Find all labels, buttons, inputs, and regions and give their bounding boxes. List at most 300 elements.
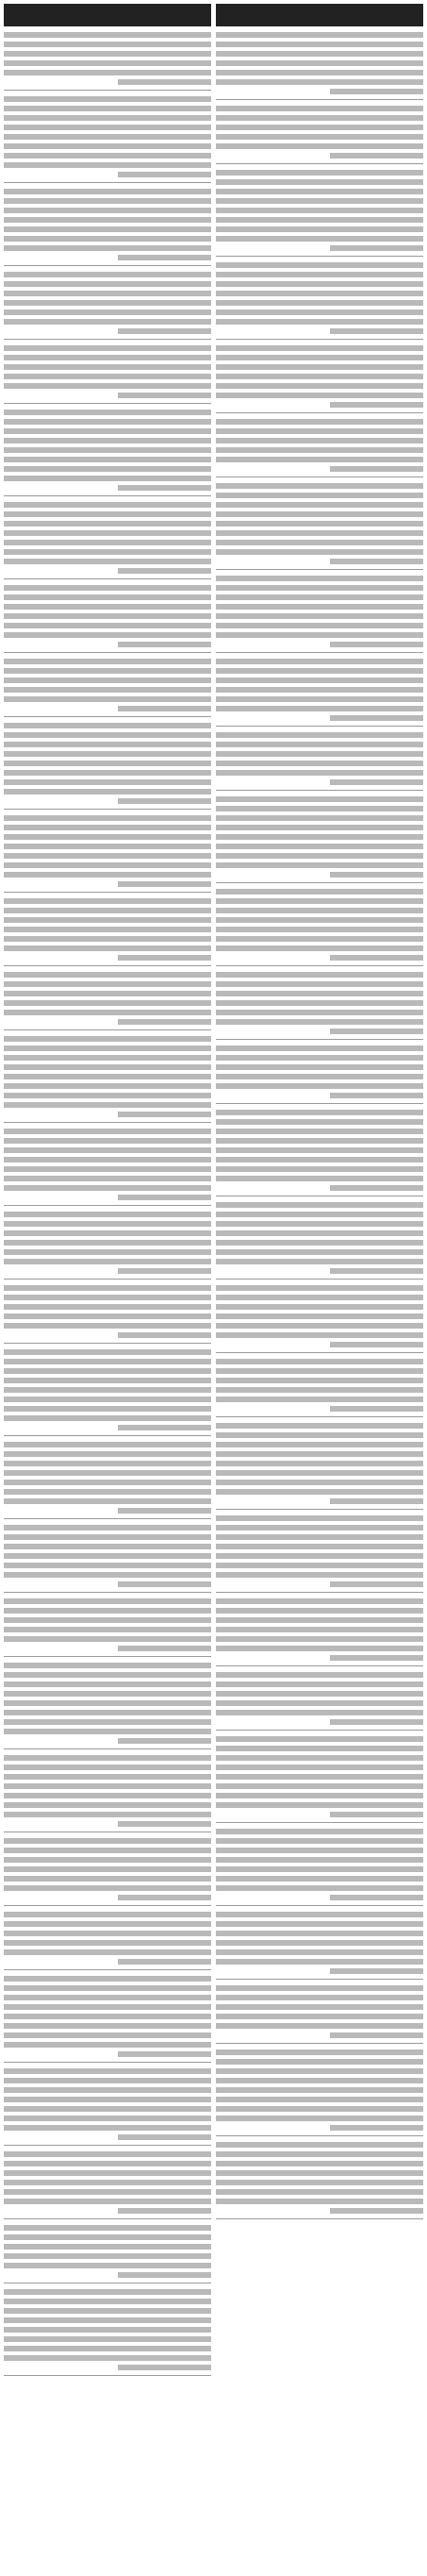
text-line (216, 1710, 423, 1715)
text-line (330, 466, 423, 472)
listing-item (216, 732, 423, 791)
text-line (216, 2097, 423, 2102)
text-line (4, 613, 211, 619)
text-line (4, 272, 211, 277)
text-line (4, 134, 211, 140)
text-line (216, 42, 423, 47)
text-line (4, 1129, 211, 1134)
text-line (216, 217, 423, 223)
classifieds-column-right (216, 4, 423, 2219)
text-line (216, 438, 423, 443)
text-line (4, 991, 211, 996)
text-line (216, 1921, 423, 1927)
text-line (216, 1885, 423, 1891)
text-line (216, 51, 423, 57)
text-line (118, 1195, 211, 1200)
text-line (4, 345, 211, 351)
text-line (216, 770, 423, 776)
text-line (4, 410, 211, 415)
text-line (4, 51, 211, 57)
text-line (4, 1617, 211, 1623)
text-line (4, 2234, 211, 2240)
text-line (216, 1461, 423, 1466)
text-line (216, 1793, 423, 1798)
text-line (118, 955, 211, 961)
text-line (4, 2014, 211, 2019)
text-line (4, 1461, 211, 1466)
text-line (216, 1681, 423, 1687)
text-line (4, 1442, 211, 1447)
text-line (4, 1010, 211, 1015)
text-line (216, 632, 423, 638)
text-line (216, 1746, 423, 1751)
text-line (4, 1710, 211, 1715)
text-line (4, 1812, 211, 1817)
text-line (4, 153, 211, 159)
text-line (4, 2199, 211, 2204)
listing-item (216, 659, 423, 727)
text-line (330, 245, 423, 251)
text-line (216, 189, 423, 194)
listing-item (216, 1912, 423, 1980)
text-line (4, 1480, 211, 1485)
listing-item (4, 502, 211, 579)
text-line (216, 853, 423, 859)
text-line (216, 236, 423, 242)
text-line (4, 1166, 211, 1172)
listing-item (216, 1985, 423, 2044)
text-line (216, 1378, 423, 1383)
listing-item (4, 815, 211, 893)
text-line (4, 1093, 211, 1098)
listing-item (216, 796, 423, 883)
listing-item (216, 1829, 423, 1906)
text-line (4, 2023, 211, 2029)
text-line (216, 2142, 423, 2148)
text-line (216, 511, 423, 517)
text-line (216, 1646, 423, 1651)
listing-item (4, 1663, 211, 1749)
text-line (216, 706, 423, 711)
listing-item (216, 1045, 423, 1104)
listing-item (216, 262, 423, 340)
text-line (4, 540, 211, 545)
text-line (4, 2327, 211, 2333)
listing-list (216, 32, 423, 2219)
text-line (4, 623, 211, 628)
listing-item (4, 32, 211, 91)
text-line (4, 1212, 211, 1217)
text-line (4, 2151, 211, 2157)
text-line (4, 872, 211, 878)
text-line (118, 2365, 211, 2370)
text-line (4, 1912, 211, 1917)
text-line (216, 1838, 423, 1844)
text-line (4, 438, 211, 443)
text-line (4, 834, 211, 840)
text-line (4, 908, 211, 913)
text-line (4, 2170, 211, 2176)
text-line (216, 1110, 423, 1115)
text-line (216, 1313, 423, 1319)
text-line (216, 2151, 423, 2157)
text-line (4, 2032, 211, 2038)
text-line (216, 1074, 423, 1079)
text-line (4, 779, 211, 785)
text-line (216, 742, 423, 747)
text-line (4, 511, 211, 517)
text-line (216, 428, 423, 434)
text-line (4, 1102, 211, 1108)
text-line (216, 981, 423, 987)
text-line (4, 42, 211, 47)
text-line (216, 1295, 423, 1300)
text-line (216, 1544, 423, 1549)
text-line (216, 806, 423, 811)
text-line (216, 1368, 423, 1374)
text-line (330, 1093, 423, 1098)
text-line (216, 927, 423, 932)
text-line (4, 2097, 211, 2102)
text-line (4, 1378, 211, 1383)
text-line (4, 632, 211, 638)
text-line (216, 1259, 423, 1264)
column-heading (216, 4, 423, 26)
text-line (330, 328, 423, 334)
listing-item (4, 345, 211, 404)
text-line (216, 1202, 423, 1208)
text-line (216, 1636, 423, 1642)
listing-item (216, 972, 423, 1040)
text-line (4, 32, 211, 38)
text-line (4, 374, 211, 379)
text-line (4, 1525, 211, 1531)
text-line (4, 1663, 211, 1668)
text-line (4, 549, 211, 555)
text-line (216, 585, 423, 591)
text-line (216, 825, 423, 830)
text-line (330, 1029, 423, 1034)
text-line (4, 844, 211, 849)
text-line (4, 723, 211, 728)
text-line (4, 1304, 211, 1310)
text-line (4, 2004, 211, 2010)
text-line (216, 1221, 423, 1227)
text-line (4, 189, 211, 194)
text-line (4, 1700, 211, 1706)
text-line (4, 2355, 211, 2361)
text-line (4, 2125, 211, 2131)
text-line (216, 355, 423, 360)
text-line (216, 898, 423, 904)
text-line (216, 687, 423, 693)
text-line (330, 1406, 423, 1412)
text-line (118, 1738, 211, 1744)
text-line (4, 898, 211, 904)
text-line (4, 789, 211, 795)
text-line (216, 1563, 423, 1568)
text-line (4, 2263, 211, 2268)
text-line (4, 751, 211, 757)
text-line (4, 1259, 211, 1264)
text-line (118, 1581, 211, 1587)
text-line (4, 2308, 211, 2314)
text-line (4, 1415, 211, 1421)
text-line (4, 1064, 211, 1070)
text-line (4, 1940, 211, 1946)
text-line (4, 853, 211, 859)
text-line (330, 642, 423, 647)
text-line (216, 2180, 423, 2185)
text-line (4, 208, 211, 213)
text-line (216, 2004, 423, 2010)
text-line (4, 1045, 211, 1051)
text-line (216, 908, 423, 913)
text-line (4, 1563, 211, 1568)
listing-item (4, 1129, 211, 1206)
listing-item (4, 1442, 211, 1519)
listing-item (4, 1755, 211, 1832)
text-line (118, 798, 211, 804)
text-line (216, 300, 423, 306)
text-line (330, 955, 423, 961)
text-line (216, 862, 423, 868)
text-line (4, 2299, 211, 2304)
text-line (216, 2059, 423, 2065)
text-line (4, 687, 211, 693)
text-line (4, 1074, 211, 1079)
text-line (118, 328, 211, 334)
listing-item (4, 659, 211, 717)
text-line (216, 1000, 423, 1006)
text-line (118, 1959, 211, 1965)
text-line (216, 936, 423, 942)
text-line (4, 2161, 211, 2166)
text-line (4, 1489, 211, 1495)
text-line (216, 796, 423, 802)
text-line (216, 1055, 423, 1061)
listing-item (4, 189, 211, 266)
text-line (4, 1451, 211, 1457)
text-line (4, 1931, 211, 1936)
text-line (118, 1112, 211, 1117)
text-line (4, 1083, 211, 1089)
text-line (330, 89, 423, 94)
text-line (4, 466, 211, 472)
text-line (216, 393, 423, 398)
text-line (4, 300, 211, 306)
text-line (4, 383, 211, 389)
text-line (4, 2336, 211, 2342)
text-line (4, 2289, 211, 2295)
listing-item (216, 1110, 423, 1196)
listing-item (4, 1036, 211, 1123)
text-line (4, 1544, 211, 1549)
listing-item (4, 1838, 211, 1906)
text-line (4, 125, 211, 130)
text-line (216, 1876, 423, 1882)
listing-item (4, 1212, 211, 1280)
text-line (216, 659, 423, 664)
text-line (4, 1285, 211, 1291)
text-line (216, 530, 423, 536)
text-line (4, 1055, 211, 1061)
text-line (4, 2180, 211, 2185)
text-line (4, 1995, 211, 2000)
text-line (216, 1700, 423, 1706)
text-line (4, 761, 211, 766)
text-line (4, 502, 211, 508)
text-line (216, 668, 423, 674)
text-line (216, 815, 423, 821)
text-line (4, 2078, 211, 2083)
text-line (216, 2014, 423, 2019)
text-line (4, 2317, 211, 2323)
text-line (216, 1304, 423, 1310)
text-line (216, 889, 423, 895)
text-line (4, 476, 211, 481)
text-line (4, 1866, 211, 1872)
text-line (216, 134, 423, 140)
text-line (216, 1176, 423, 1181)
text-line (216, 447, 423, 453)
text-line (4, 1783, 211, 1789)
text-line (330, 2208, 423, 2214)
text-line (4, 1157, 211, 1163)
text-line (216, 1240, 423, 1246)
text-line (118, 79, 211, 85)
text-line (4, 319, 211, 325)
text-line (4, 1349, 211, 1355)
text-line (216, 2068, 423, 2074)
text-line (216, 623, 423, 628)
text-line (216, 291, 423, 296)
text-line (118, 2272, 211, 2278)
text-line (4, 291, 211, 296)
text-line (4, 419, 211, 425)
text-line (216, 309, 423, 315)
listing-item (4, 585, 211, 653)
text-line (4, 2087, 211, 2093)
text-line (216, 179, 423, 185)
text-line (4, 677, 211, 683)
text-line (330, 1342, 423, 1347)
text-line (216, 1480, 423, 1485)
text-line (4, 1185, 211, 1191)
listing-item (216, 32, 423, 100)
text-line (118, 2208, 211, 2214)
listing-item (4, 2289, 211, 2376)
text-line (216, 576, 423, 581)
text-line (216, 1359, 423, 1364)
text-line (4, 355, 211, 360)
text-line (4, 1359, 211, 1364)
text-line (216, 1608, 423, 1614)
text-line (216, 1451, 423, 1457)
text-line (216, 1912, 423, 1917)
listing-item (216, 1736, 423, 1823)
text-line (216, 2049, 423, 2055)
text-line (216, 2170, 423, 2176)
text-line (216, 1940, 423, 1946)
text-line (216, 2078, 423, 2083)
listing-item (216, 483, 423, 570)
text-line (216, 1147, 423, 1153)
text-line (4, 198, 211, 204)
text-line (4, 1681, 211, 1687)
listing-item (4, 2068, 211, 2146)
text-line (216, 604, 423, 610)
text-line (216, 1166, 423, 1172)
text-line (216, 345, 423, 351)
text-line (216, 834, 423, 840)
text-line (4, 1176, 211, 1181)
text-line (330, 559, 423, 564)
text-line (216, 493, 423, 498)
text-line (330, 1812, 423, 1817)
text-line (118, 1821, 211, 1827)
listing-item (4, 2225, 211, 2283)
text-line (4, 530, 211, 536)
text-line (216, 1432, 423, 1438)
text-line (4, 825, 211, 830)
text-line (330, 779, 423, 785)
text-line (216, 457, 423, 462)
text-line (216, 1598, 423, 1604)
text-line (4, 696, 211, 702)
text-line (216, 1959, 423, 1965)
text-line (4, 945, 211, 951)
text-line (4, 1036, 211, 1042)
text-line (4, 115, 211, 121)
text-line (4, 1221, 211, 1227)
text-line (4, 1949, 211, 1955)
text-line (216, 1285, 423, 1291)
text-line (330, 1268, 423, 1274)
text-line (4, 1534, 211, 1540)
text-line (4, 1295, 211, 1300)
text-line (216, 2087, 423, 2093)
listing-item (216, 889, 423, 966)
listing-item (4, 1525, 211, 1593)
text-line (216, 281, 423, 287)
text-line (216, 374, 423, 379)
text-line (216, 1572, 423, 1578)
text-line (216, 226, 423, 232)
text-line (118, 1332, 211, 1338)
text-line (216, 1332, 423, 1338)
text-line (216, 1534, 423, 1540)
text-line (216, 945, 423, 951)
text-line (4, 2068, 211, 2074)
text-line (216, 1691, 423, 1697)
text-line (216, 1627, 423, 1632)
text-line (4, 1147, 211, 1153)
text-line (216, 1442, 423, 1447)
listing-item (4, 898, 211, 966)
text-line (330, 2032, 423, 2038)
text-line (216, 170, 423, 176)
text-line (4, 1729, 211, 1734)
text-line (216, 198, 423, 204)
text-line (4, 1249, 211, 1255)
text-line (216, 540, 423, 545)
text-line (4, 1793, 211, 1798)
listing-item (216, 576, 423, 653)
text-line (216, 1736, 423, 1742)
text-line (330, 1895, 423, 1900)
text-line (216, 2116, 423, 2121)
